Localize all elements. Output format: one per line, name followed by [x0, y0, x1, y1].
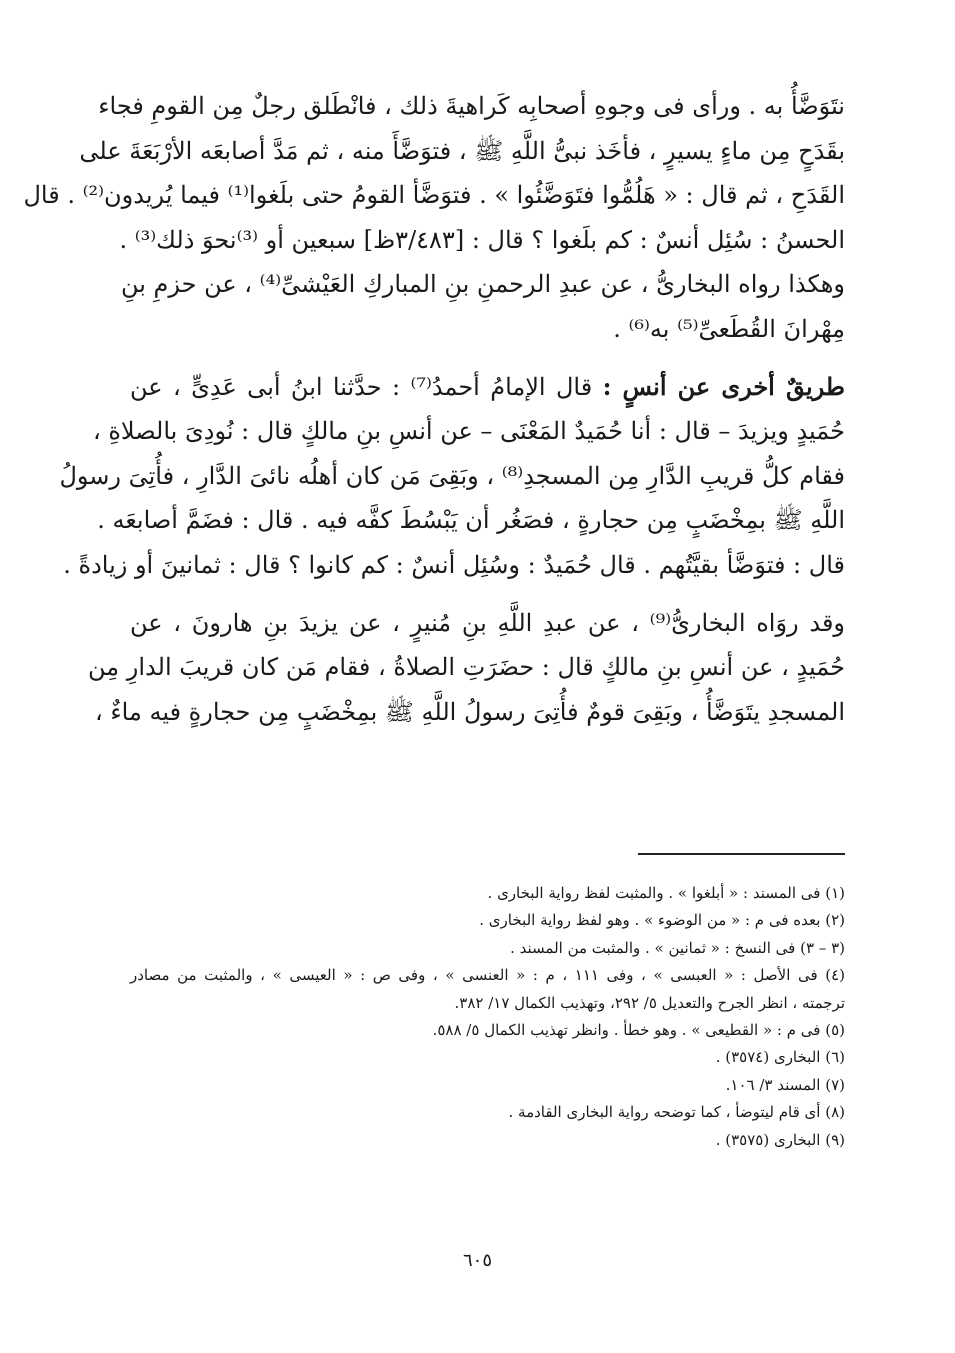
footnote-continuation: ترجمته ، انظر الجرح والتعديل ٥/ ٢٩٢، وتهذيب الكمال ١٧/ ٣٨٢. [454, 993, 845, 1012]
text-line: المسجدِ يتَوَضَّأُ ، وبَقِىَ قومٌ فأُتِىَ رسولُ اللَّهِ ﷺ بمِخْضَبٍ مِن حجارةٍ فيه ماءٌ ، [95, 697, 845, 726]
footnote: (٨) أى قام ليتوضأ ، كما توضحه رواية البخارى القادمة . [508, 1103, 845, 1122]
text-span: قال الإمامُ أحمدُ⁽⁷⁾ : حدَّثنا ابنُ أبى عَدِىٍّ ، عن [130, 372, 603, 401]
text-line: حُمَيدٍ ويزيدَ – قال : أنا حُمَيدٌ المَعْنَى – عن أنسِ بنِ مالكٍ قال : نُودِىَ بالصلاةِ ، [92, 417, 845, 446]
footnote: (٢) بعده فى م : « من الوضوء » . وهو لفظ رواية البخارى . [479, 911, 845, 930]
text-line: القَدَحِ ، ثم قال : « هَلُمُّوا فتَوَضَّئُوا » . فتوَضَّأ القومُ حتى بلَغوا⁽¹⁾ فيما يُريدون⁽²⁾ . قال [23, 181, 845, 210]
text-line: وقد روَاه البخارىُّ⁽⁹⁾ ، عن عبدِ اللَّهِ بنِ مُنيرٍ ، عن يزيدَ بنِ هارونَ ، عن [130, 608, 846, 637]
text-line: مِهْرانَ القُطَعىِّ⁽⁵⁾ به⁽⁶⁾ . [613, 314, 845, 343]
text-line: حُمَيدٍ ، عن أنسِ بنِ مالكٍ قال : حضَرَتِ الصلاةُ ، فقام مَن كان قريبَ الدارِ مِن [88, 653, 845, 682]
page-number: ٦٠٥ [462, 1250, 492, 1271]
text-line: وهكذا رواه البخارىُّ ، عن عبدِ الرحمنِ بنِ المباركِ العَيْشىِّ⁽⁴⁾ ، عن حزمِ بنِ [120, 270, 845, 299]
footnote-divider [638, 853, 845, 855]
footnote: (٥) فى م : « القطيعى » . وهو خطأ . وانظر تهذيب الكمال ٥/ ٥٨٨. [432, 1020, 845, 1039]
text-line: نتَوَضَّأُ به . ورأى فى وجوهِ أصحابِه كَراهيةَ ذلك ، فانْطَلق رجلٌ مِن القومِ فجاء [98, 92, 845, 120]
text-line: الحسنُ : سُئِل أنسٌ : كم بلَغوا ؟ قال : [٣/٤٨٣ظ] سبعين أو ⁽³⁾نحوَ ذلك⁽³⁾ . [119, 225, 845, 254]
text-line: فقام كلُّ قريبِ الدَّارِ مِن المسجدِ⁽⁸⁾ ، وبَقِىَ مَن كان أهلُه نائىَ الدَّارِ ، فأُتِىَ رسولُ [59, 461, 845, 490]
footnote: (١) فى المسند : « أبلغوا » . والمثبت لفظ رواية البخارى . [487, 884, 845, 902]
footnote: (٦) البخارى (٣٥٧٤) . [715, 1048, 845, 1067]
footnote: (٣ – ٣) فى النسخ : « ثمانين » . والمثبت من المسند . [510, 938, 845, 957]
text-line: بقَدَحٍ مِن ماءٍ يسيرٍ ، فأخَذ نبىُّ اللَّهِ ﷺ ، فتوَضَّأَ منه ، ثم مَدَّ أصابعَه الأرْبَعَةَ على [79, 136, 845, 165]
section-heading: طريقٌ أخرى عن أنسٍ : [602, 371, 845, 401]
footnotes [130, 880, 845, 1154]
main-text [23, 84, 846, 734]
text-line: قال : فتوَضَّأ بقيَّتُهم . قال حُمَيدٌ : وسُئِل أنسٌ : كم كانوا ؟ قال : ثمانينَ أو زيادةً . [63, 550, 845, 579]
footnote: (٤) فى الأصل : « العبسى » ، وفى ١١١ ، م : « العنسى » ، وفى ص : « العيسى » ، والمثبت من مصادر [130, 966, 845, 985]
footnote: (٧) المسند ٣/ ١٠٦. [725, 1075, 845, 1094]
text-line: اللَّهِ ﷺ بمِخْضَبٍ مِن حجارةٍ ، فصَغُر أن يَبْسُطَ كفَّه فيه . قال : فضَمَّ أصابعَه . [97, 506, 845, 535]
text-line [130, 365, 845, 410]
footnote: (٩) البخارى (٣٥٧٥) . [715, 1130, 845, 1149]
